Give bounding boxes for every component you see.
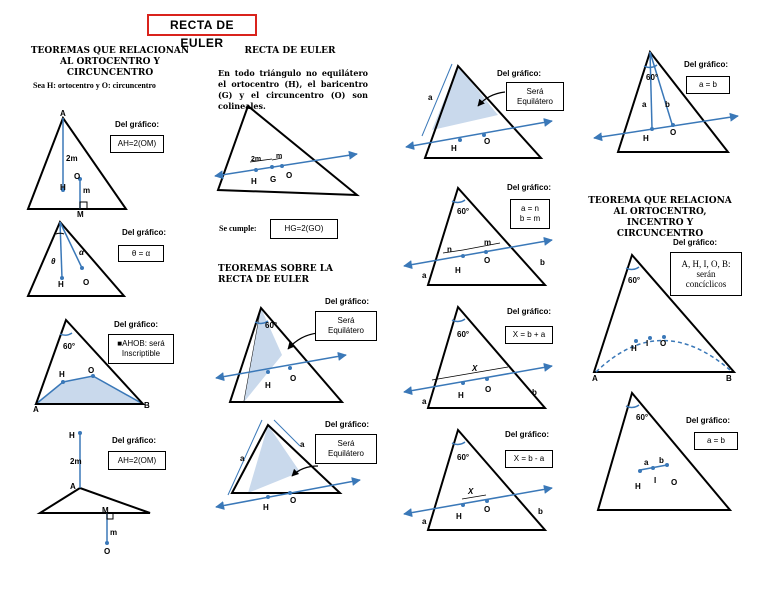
point-label-h: H <box>456 512 462 521</box>
col2-fig1-triangle <box>215 106 357 195</box>
point-label-h: H <box>59 370 65 379</box>
segment-label: a <box>422 517 427 526</box>
col3-fig4-caption: Del gráfico: <box>505 430 550 439</box>
col2-cumple-box: HG=2(GO) <box>270 219 338 239</box>
angle-label: 60° <box>265 321 278 330</box>
angle-label: 60° <box>457 207 470 216</box>
col4-fig2-box: A, H, I, O, B: serán concíclicos <box>670 252 742 296</box>
angle-label: 60° <box>63 342 76 351</box>
segment-label: a <box>240 454 245 463</box>
segment-label: a <box>422 397 427 406</box>
col1-heading: TEOREMAS QUE RELACIONAN AL ORTOCENTRO Y CIRCUNCENTRO <box>30 46 190 78</box>
point-label-h: H <box>69 431 75 440</box>
point-label-o: O <box>286 171 293 180</box>
segment-label: X <box>472 364 478 373</box>
point-label-h: H <box>455 266 461 275</box>
col2-fig2-caption: Del gráfico: <box>325 297 370 306</box>
point-label-o: O <box>660 339 667 348</box>
point-label-o: O <box>484 137 491 146</box>
col1-fig1-caption: Del gráfico: <box>115 120 160 129</box>
segment-label: m <box>276 153 283 160</box>
segment-label: n <box>447 245 452 254</box>
point-label-o: O <box>88 366 95 375</box>
point-label-h: H <box>58 280 64 289</box>
segment-label: b <box>659 456 664 465</box>
vertex-label: B <box>726 374 732 383</box>
point-label-i: I <box>654 476 657 485</box>
point-label-h: H <box>263 503 269 512</box>
col3-fig3-box: X = b + a <box>505 326 553 344</box>
col1-fig2-triangle <box>28 222 124 296</box>
segment-label: a <box>644 458 649 467</box>
col1-fig1-triangle <box>28 118 126 209</box>
segment-label: m <box>484 238 492 247</box>
point-label-o: O <box>83 278 90 287</box>
point-label-g: G <box>270 175 277 184</box>
point-label-h: H <box>635 482 641 491</box>
angle-label: α <box>79 248 84 257</box>
segment-label: a <box>300 440 305 449</box>
col3-fig1-caption: Del gráfico: <box>497 69 542 78</box>
vertex-label: A <box>70 482 76 491</box>
col2-fig3-caption: Del gráfico: <box>325 420 370 429</box>
vertex-label: A <box>592 374 598 383</box>
angle-label: 60° <box>636 413 649 422</box>
col4-heading: TEOREMA QUE RELACIONA AL ORTOCENTRO, INCENTRO Y CIRCUNCENTRO <box>588 196 732 239</box>
segment-label: b <box>538 507 543 516</box>
point-label-h: H <box>60 183 66 192</box>
col4-fig1-caption: Del gráfico: <box>684 60 729 69</box>
point-label-o: O <box>484 256 491 265</box>
col1-fig3-box: ■AHOB: será Inscriptible <box>108 334 174 364</box>
point-label-o: O <box>671 478 678 487</box>
segment-label: 2m <box>66 154 78 163</box>
col2-heading2: TEOREMAS SOBRE LA RECTA DE EULER <box>218 264 334 285</box>
col3-fig4-triangle <box>404 430 552 530</box>
segment-label: m <box>110 528 118 537</box>
segment-label: 2m <box>251 156 262 163</box>
angle-label: 60° <box>628 276 641 285</box>
col4-fig2-caption: Del gráfico: <box>673 238 718 247</box>
segment-label: b <box>665 100 670 109</box>
segment-label: a <box>642 100 647 109</box>
col3-fig1-box: Será Equilátero <box>506 82 564 111</box>
point-label-m: M <box>102 506 109 515</box>
col1-fig3-caption: Del gráfico: <box>114 320 159 329</box>
col3-fig1-triangle <box>406 64 552 158</box>
segment-label: a <box>428 93 433 102</box>
col1-fig1-box: AH=2(OM) <box>110 135 164 153</box>
col1-fig4-triangle <box>40 431 150 545</box>
col2-cumple-label: Se cumple: <box>219 224 257 233</box>
point-label-o: O <box>484 505 491 514</box>
col4-fig1-box: a = b <box>686 76 730 94</box>
col3-fig2-caption: Del gráfico: <box>507 183 552 192</box>
point-label-o: O <box>670 128 677 137</box>
segment-label: 2m <box>70 457 82 466</box>
angle-label: 60° <box>646 73 659 82</box>
col4-fig3-caption: Del gráfico: <box>686 416 731 425</box>
vertex-label: A <box>60 109 66 118</box>
point-label-m: M <box>77 210 84 219</box>
segment-label: b <box>532 388 537 397</box>
point-label-h: H <box>643 134 649 143</box>
segment-label: a <box>422 271 427 280</box>
col1-fig2-box: θ = α <box>118 245 164 262</box>
vertex-label: B <box>144 401 150 410</box>
angle-label: 60° <box>457 453 470 462</box>
col3-fig2-box: a = n b = m <box>510 199 550 229</box>
col2-fig3-box: Será Equilátero <box>315 434 377 464</box>
col4-fig3-triangle <box>598 393 730 510</box>
point-label-o: O <box>104 547 111 556</box>
point-label-o: O <box>290 374 297 383</box>
col2-paragraph: En todo triángulo no equilátero el ortocentro (H), el baricentro (G) y el circuncentro (O) son colineales. <box>218 68 368 111</box>
col1-fig4-caption: Del gráfico: <box>112 436 157 445</box>
point-label-o: O <box>485 385 492 394</box>
col4-fig3-box: a = b <box>694 432 738 450</box>
vertex-label: A <box>33 405 39 414</box>
point-label-h: H <box>458 391 464 400</box>
point-label-o: O <box>290 496 297 505</box>
segment-label: X <box>468 487 474 496</box>
angle-label: θ <box>51 257 56 266</box>
col1-fig2-caption: Del gráfico: <box>122 228 167 237</box>
col1-sea: Sea H: ortocentro y O: circuncentro <box>33 81 156 90</box>
point-label-h: H <box>631 344 637 353</box>
col2-heading: RECTA DE EULER <box>244 46 336 56</box>
col3-fig3-caption: Del gráfico: <box>507 307 552 316</box>
col1-fig4-box: AH=2(OM) <box>108 451 166 470</box>
segment-label: b <box>540 258 545 267</box>
col3-fig4-box: X = b - a <box>505 450 553 468</box>
point-label-i: I <box>646 339 649 348</box>
point-label-h: H <box>265 381 271 390</box>
col3-fig3-triangle <box>404 307 552 408</box>
point-label-o: O <box>74 172 81 181</box>
segment-label: m <box>83 186 91 195</box>
point-label-h: H <box>251 177 257 186</box>
angle-label: 60° <box>457 330 470 339</box>
page-title: RECTA DE EULER <box>147 14 257 36</box>
point-label-h: H <box>451 144 457 153</box>
col2-fig2-box: Será Equilátero <box>315 311 377 341</box>
